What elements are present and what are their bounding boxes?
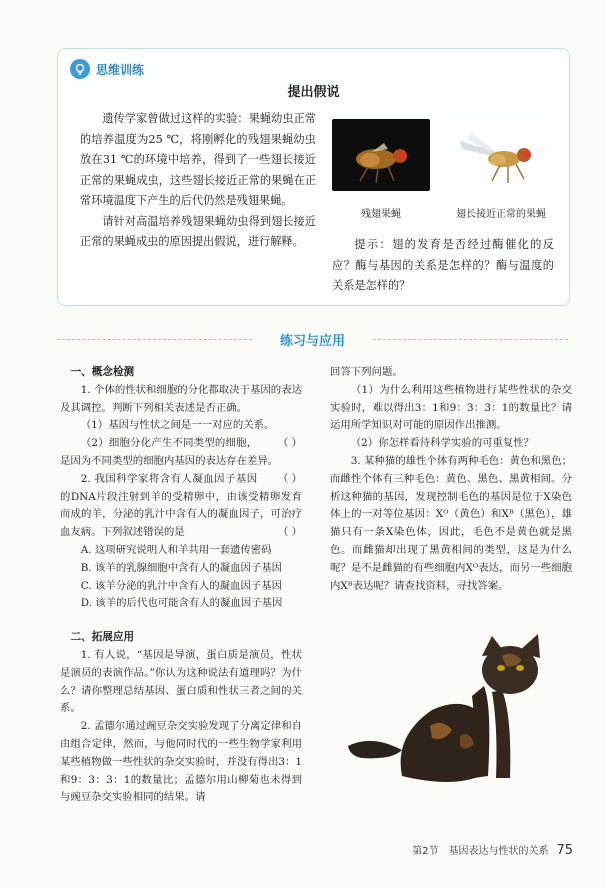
- right-column: [330, 364, 572, 595]
- answer-paren: （ ）: [277, 437, 302, 450]
- box-paragraph-1: 遗传学家曾做过这样的实验：果蝇幼虫正常的培养温度为25 ℃，将刚孵化的残翅果蝇幼虫放在31 ℃的环境中培养，得到了一些翅长接近正常的果蝇成虫，这些翅长接近正常的果蝇在正常环境温度下产生的后代仍然是残翅果蝇。: [80, 112, 316, 207]
- extended-question-1: 1. 有人说，“基因是导演，蛋白质是演员，性状是演员的表演作品。”你认为这种说法有道理吗？为什么？请你整理总结基因、蛋白质和性状三者之间的关系。: [60, 648, 302, 715]
- section-title: 练习与应用: [279, 334, 345, 349]
- box-label: 思维训练: [96, 62, 145, 77]
- page-footer: [412, 842, 573, 858]
- extended-question-2-item-2: （2）你怎样看待科学实验的可重复性？: [350, 437, 535, 450]
- extended-question-2-item-1: （1）为什么利用这些植物进行某些性状的杂交实验时，难以得出3：1和9：3：3：1的数量比？请运用所学知识对可能的原因作出推测。: [330, 383, 572, 432]
- question-1-item-2: （2）细胞分化产生不同类型的细胞，是因为不同类型的细胞内基因的表达存在差异。 （ ）: [60, 435, 302, 471]
- normal-wing-fly-photo: [452, 119, 550, 191]
- option-b: B. 该羊的乳腺细胞中含有人的凝血因子基因: [80, 561, 283, 574]
- vestigial-wing-fly-photo: [332, 119, 430, 191]
- option-c: C. 该羊分泌的乳汁中含有人的凝血因子基因: [80, 579, 283, 592]
- extended-question-2: 2. 孟德尔通过豌豆杂交实验发现了分离定律和自由组合定律，然而，与他同时代的一些生物学家利用某些植物做一些性状的杂交实验时，并没有得出3：1和9：3：3：1的数量比；孟德尔用山柳菊也未得到与豌豆杂交实验相同的结果。请: [60, 720, 302, 804]
- page-number: 75: [556, 843, 573, 858]
- box-paragraph-2: 请针对高温培养残翅果蝇幼虫得到翅长接近正常的果蝇成虫的原因提出假说，进行解释。: [80, 214, 316, 248]
- answer-paren: （ ）: [277, 472, 302, 485]
- thinking-training-box: [57, 48, 570, 306]
- caption-normal-fly: 翅长接近正常的果蝇: [456, 209, 546, 220]
- heading-extended-application: 二、拓展应用: [70, 631, 135, 644]
- question-2: 2. 我国科学家将含有人凝血因子基因的DNA片段注射到羊的受精卵中，由该受精卵发育而成的羊，分泌的乳汁中含有人的凝血因子，可治疗血友病。下列叙述错误的是 （ ）: [60, 471, 302, 542]
- box-title: 提出假说: [287, 85, 340, 100]
- question-1: 1. 个体的性状和细胞的分化都取决于基因的表达及其调控。判断下列相关表述是否正确。: [60, 383, 302, 414]
- heading-concept-check: 一、概念检测: [70, 366, 135, 378]
- box-header: [70, 59, 144, 79]
- box-text: [80, 109, 316, 253]
- footer-section-title: 第2节 基因表达与性状的关系: [412, 846, 549, 857]
- continued-text: 回答下列问题。: [330, 366, 403, 378]
- tortoiseshell-cat-photo: [342, 626, 552, 794]
- question-1-item-1: （1）基因与性状之间是一一对应的关系。 （ ）: [60, 417, 302, 435]
- left-column: [60, 364, 302, 807]
- lightbulb-icon: [70, 59, 90, 79]
- option-a: A. 这项研究说明人和羊共用一套遗传密码: [80, 543, 272, 556]
- option-d: D. 该羊的后代也可能含有人的凝血因子基因: [80, 597, 283, 610]
- caption-vestigial-fly: 残翅果蝇: [361, 209, 401, 220]
- section-heading-band: [57, 334, 568, 349]
- extended-question-3: 3. 某种猫的雄性个体有两种毛色：黄色和黑色；而雌性个体有三种毛色：黄色、黑色、黑黄相间。分析这种猫的基因，发现控制毛色的基因是位于X染色体上的一对等位基因：Xᴼ（黄色）和Xᴮ（黑色），雄猫只有一条X染色体，因此，毛色不是黄色就是黑色。而雌猫却出现了黑黄相间的类型，这是为什么呢？是不是雌猫的有些细胞内Xᴼ表达，而另一些细胞内Xᴮ表达呢？请查找资料，寻找答案。: [330, 454, 572, 592]
- hint-text: 提示：翅的发育是否经过酶催化的反应？酶与基因的关系是怎样的？酶与温度的关系是怎样的？: [332, 238, 554, 292]
- answer-paren: （ ）: [277, 526, 302, 539]
